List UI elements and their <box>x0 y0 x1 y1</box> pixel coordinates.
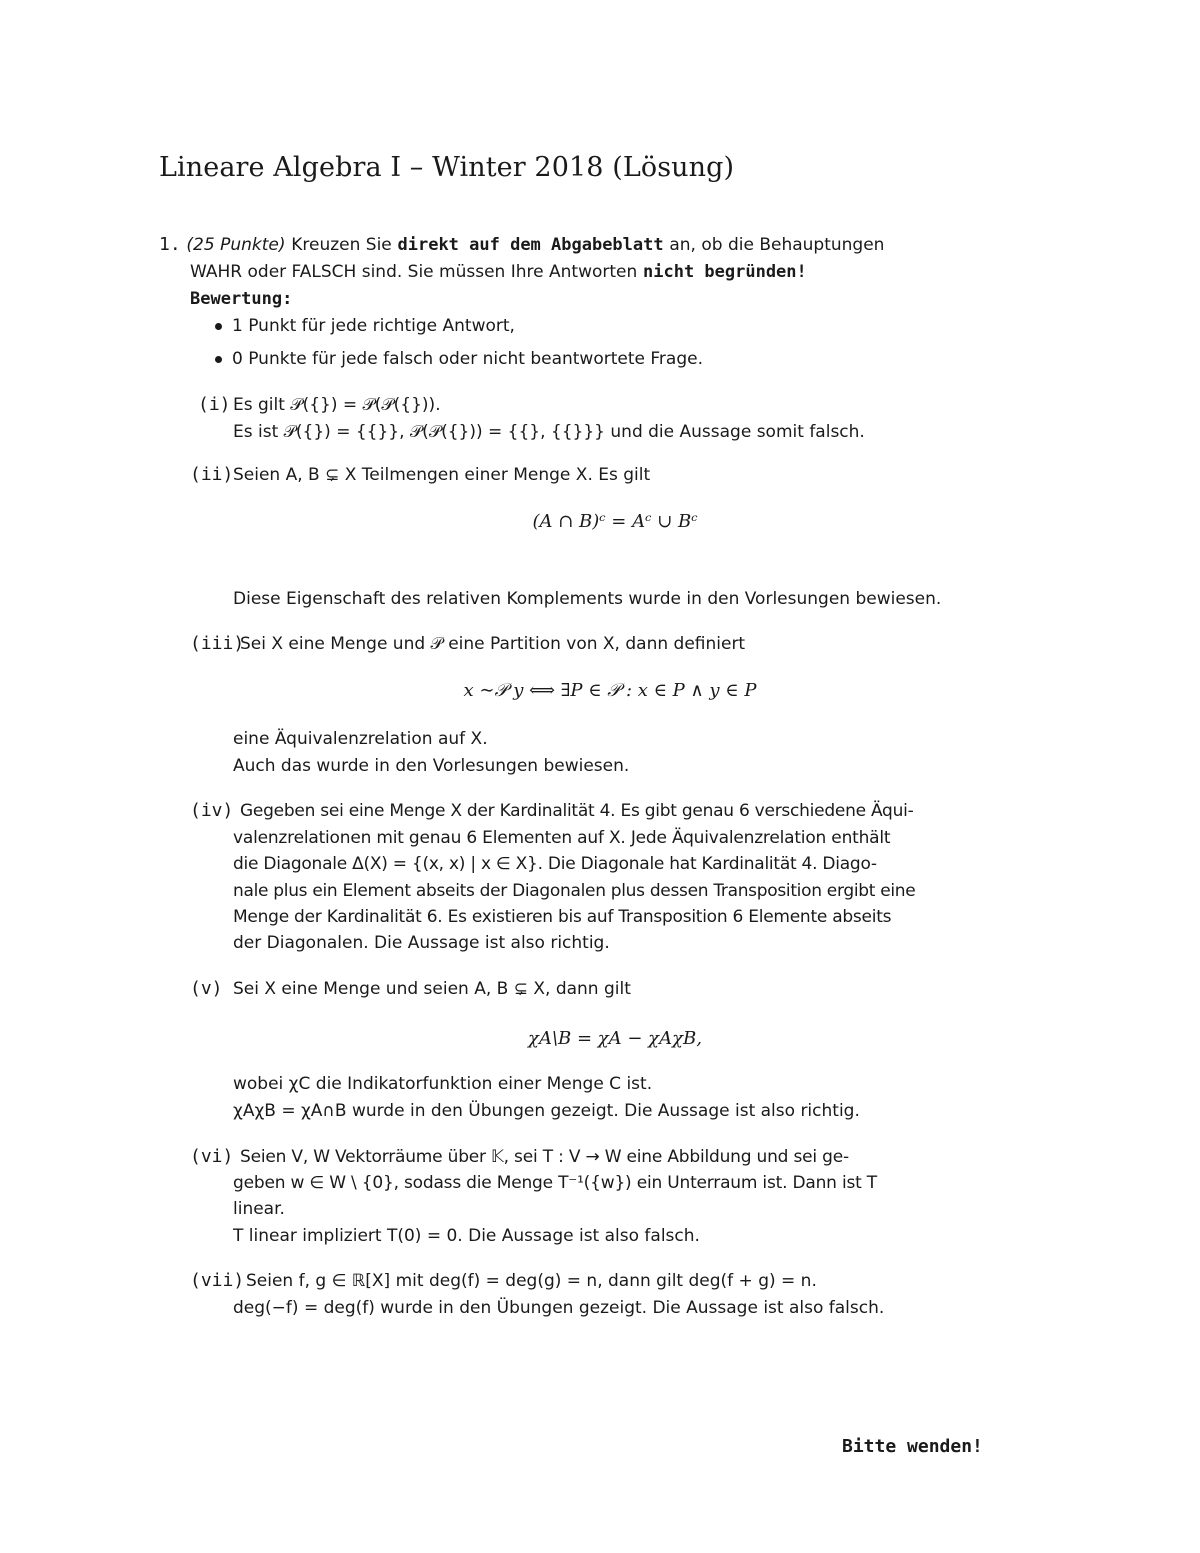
item-iv-line: valenzrelationen mit genau 6 Elementen auf X. Jede Äquivalenzrelation enthält <box>233 828 891 848</box>
item-label-iv: (iv) <box>190 800 234 821</box>
item-iii-line: Sei X eine Menge und 𝒫 eine Partition von X, dann definiert <box>240 634 746 654</box>
problem-intro-a: Kreuzen Sie <box>291 235 392 255</box>
page-title: Lineare Algebra I – Winter 2018 (Lösung) <box>159 152 735 183</box>
item-label-i: (i) <box>198 394 231 415</box>
item-iv-line: Gegeben sei eine Menge X der Kardinalität 4. Es gibt genau 6 verschiedene Äqui- <box>240 801 914 821</box>
problem-header <box>159 234 884 256</box>
footer-note: Bitte wenden! <box>842 1436 983 1457</box>
item-ii-formula: (A ∩ B)ᶜ = Aᶜ ∪ Bᶜ <box>532 511 698 532</box>
item-vi-line: geben w ∈ W \ {0}, sodass die Menge T⁻¹({w}) ein Unterraum ist. Dann ist T <box>233 1173 877 1193</box>
item-label-ii: (ii) <box>190 464 234 485</box>
item-vi-line: T linear impliziert T(0) = 0. Die Aussage ist also falsch. <box>233 1226 700 1246</box>
item-iv-line: die Diagonale Δ(X) = {(x, x) | x ∈ X}. Die Diagonale hat Kardinalität 4. Diago- <box>233 854 877 874</box>
item-vi-line: linear. <box>233 1199 285 1219</box>
item-v-line: Sei X eine Menge und seien A, B ⊊ X, dann gilt <box>233 979 631 999</box>
problem-number: 1. <box>159 234 181 255</box>
problem-points: (25 Punkte) <box>186 235 286 255</box>
item-v-line: wobei χC die Indikatorfunktion einer Menge C ist. <box>233 1074 653 1094</box>
item-iv-line: der Diagonalen. Die Aussage ist also richtig. <box>233 933 610 953</box>
item-iv-line: Menge der Kardinalität 6. Es existieren bis auf Transposition 6 Elemente abseits <box>233 907 892 927</box>
item-iii-formula: x ∼𝒫 y ⟺ ∃P ∈ 𝒫 : x ∈ P ∧ y ∈ P <box>463 680 757 701</box>
problem-line2-bold: nicht begründen! <box>643 262 807 282</box>
grading-label: Bewertung: <box>190 289 293 309</box>
item-v-formula: χA\B = χA − χAχB, <box>528 1028 702 1049</box>
item-label-vi: (vi) <box>190 1146 234 1167</box>
item-i-line: Es gilt 𝒫({}) = 𝒫(𝒫({})). <box>233 395 441 415</box>
item-v-line: χAχB = χA∩B wurde in den Übungen gezeigt. Die Aussage ist also richtig. <box>233 1101 860 1121</box>
problem-intro-b: an, ob die Behauptungen <box>669 235 885 255</box>
item-iii-line: Auch das wurde in den Vorlesungen bewiesen. <box>233 756 630 776</box>
item-label-vii: (vii) <box>190 1270 245 1291</box>
item-vi-line: Seien V, W Vektorräume über 𝕂, sei T : V → W eine Abbildung und sei ge- <box>240 1147 849 1167</box>
item-vii-line: Seien f, g ∈ ℝ[X] mit deg(f) = deg(g) = n, dann gilt deg(f + g) = n. <box>246 1271 817 1291</box>
item-i-line: Es ist 𝒫({}) = {{}}, 𝒫(𝒫({})) = {{}, {{}}} und die Aussage somit falsch. <box>233 422 865 442</box>
bullet-icon <box>215 356 222 363</box>
item-vii-line: deg(−f) = deg(f) wurde in den Übungen gezeigt. Die Aussage ist also falsch. <box>233 1298 885 1318</box>
item-label-v: (v) <box>190 978 223 999</box>
problem-line2-a: WAHR oder FALSCH sind. Sie müssen Ihre Antworten <box>190 262 638 282</box>
problem-line-2 <box>190 261 807 283</box>
item-label-iii: (iii) <box>190 633 245 654</box>
item-iii-line: eine Äquivalenzrelation auf X. <box>233 729 488 749</box>
problem-intro-bold: direkt auf dem Abgabeblatt <box>397 235 664 255</box>
grading-item: 1 Punkt für jede richtige Antwort, <box>232 316 515 336</box>
item-iv-line: nale plus ein Element abseits der Diagonalen plus dessen Transposition ergibt eine <box>233 881 916 901</box>
item-ii-line: Diese Eigenschaft des relativen Komplements wurde in den Vorlesungen bewiesen. <box>233 589 942 609</box>
bullet-icon <box>215 323 222 330</box>
grading-item: 0 Punkte für jede falsch oder nicht beantwortete Frage. <box>232 349 703 369</box>
item-ii-line: Seien A, B ⊊ X Teilmengen einer Menge X. Es gilt <box>233 465 651 485</box>
